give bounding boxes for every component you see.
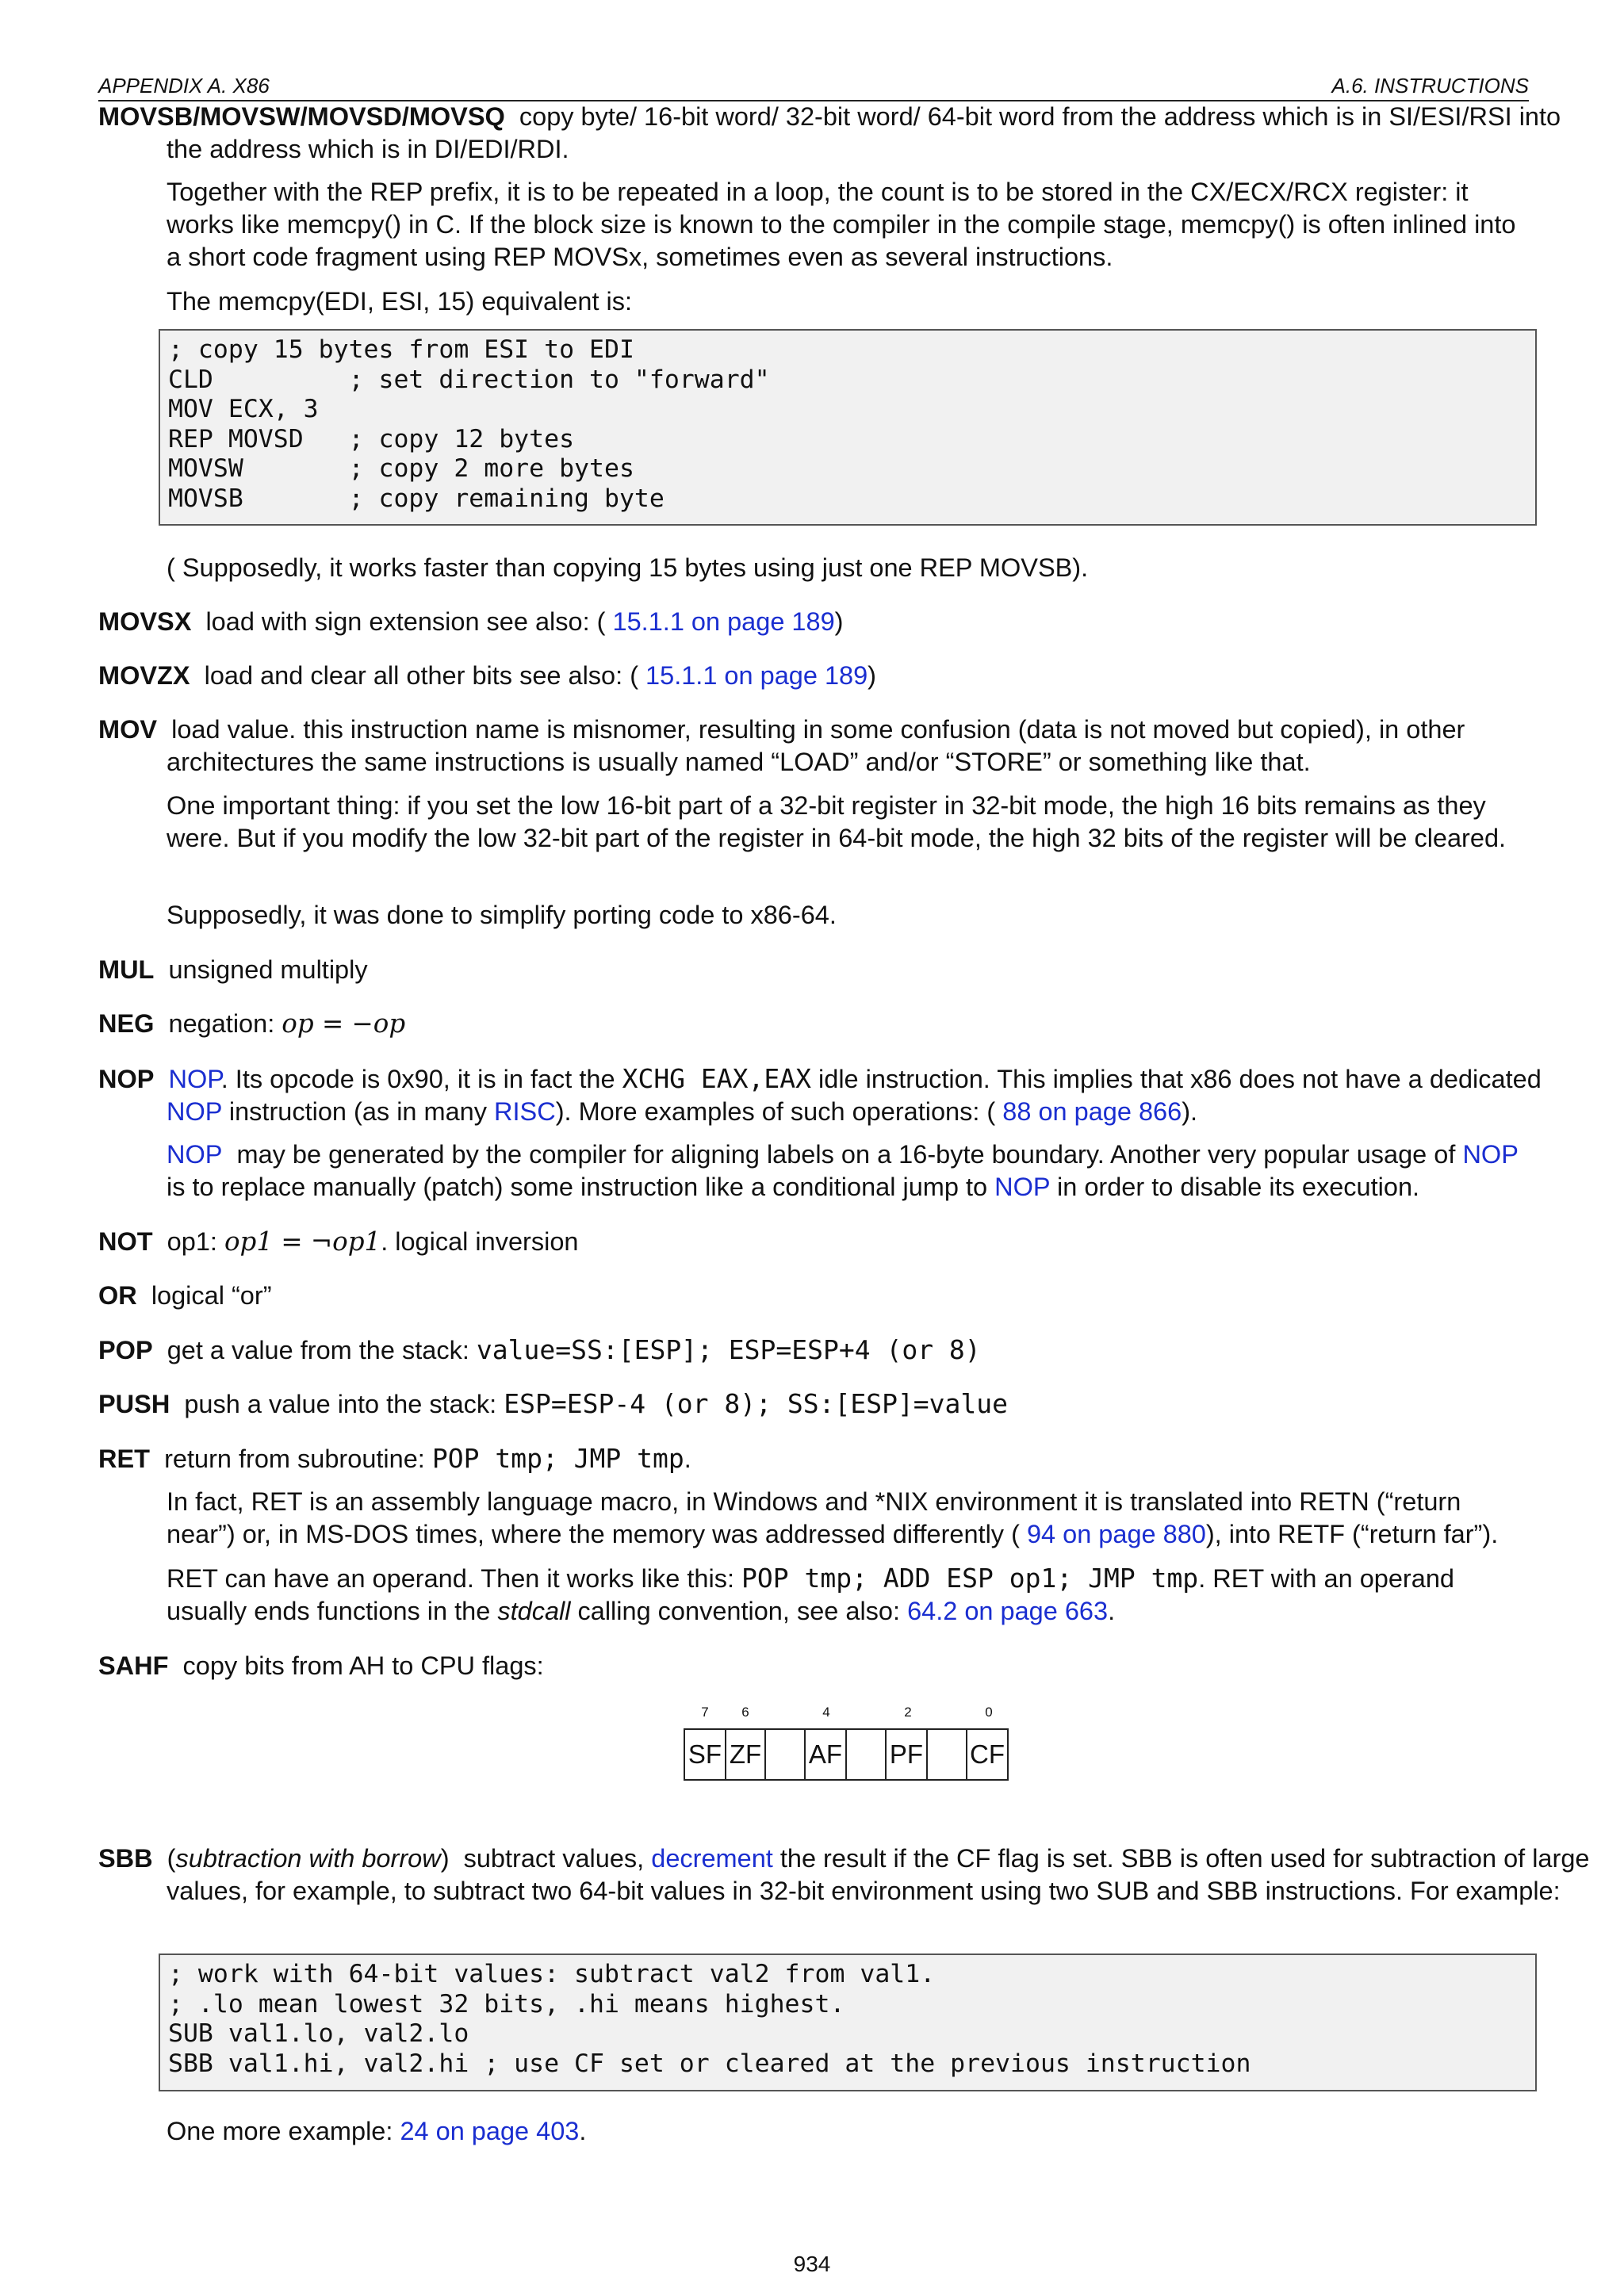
push-code: ESP=ESP-4 (or 8); SS:[ESP]=value [504,1388,1009,1419]
bit-label-6: 6 [741,1705,749,1720]
entry-ret: RET return from subroutine: POP tmp; JMP tmp. [98,1443,691,1474]
movsb-paragraph-note: ( Supposedly, it works faster than copying 15 bytes using just one REP MOVSB). [167,553,1089,582]
neg-description: negation: [168,1009,275,1038]
not-formula: op1 = ¬op1 [224,1226,381,1257]
movsb-code-block: ; copy 15 bytes from ESI to EDI CLD ; set direction to "forward" MOV ECX, 3 REP MOVSD ; copy 12 bytes MOVSW ; copy 2 more bytes MOVSB ; copy remaining byte [159,329,1537,526]
bit-label-4: 4 [822,1705,830,1720]
nop-xchg-code: XCHG EAX,EAX [622,1063,811,1094]
nop-glossary-link-2[interactable]: NOP [167,1097,222,1126]
sbb-text-1: subtract values, [463,1844,645,1873]
term-movsb: MOVSB/MOVSW/MOVSD/MOVSQ [98,102,505,131]
term-sahf: SAHF [98,1651,169,1680]
ret-code: POP tmp; JMP tmp [431,1443,684,1474]
push-description: push a value into the stack: [184,1390,497,1418]
running-header [98,68,1529,101]
nop-paragraph-usage [167,1138,1529,1203]
nop-text-3: instruction (as in many [228,1097,488,1126]
nop-page-link[interactable]: 88 on page 866 [1002,1097,1182,1126]
nop-glossary-link-3[interactable]: NOP [167,1140,223,1169]
sahf-description: copy bits from AH to CPU flags: [182,1651,544,1680]
not-description: op1: [167,1227,217,1256]
nop-text-5: ). [1182,1097,1198,1126]
nop-usage-text-2: is to replace manually (patch) some instruction like a conditional jump to [167,1173,988,1201]
flag-reserved-5 [764,1728,806,1781]
sbb-page-link[interactable]: 24 on page 403 [400,2117,580,2145]
flag-reserved-1 [926,1728,967,1781]
term-ret: RET [98,1445,150,1473]
ret-operand-text-3: calling convention, see also: [577,1597,901,1625]
ret-paragraph-operand [167,1562,1529,1628]
mov-paragraph-porting: Supposedly, it was done to simplify porting code to x86-64. [167,901,837,929]
mov-paragraph-important: One important thing: if you set the low 16-bit part of a 32-bit register in 32-bit mode, the high 16 bits remains as they were. But if you modify the low 32-bit part of the register in 64-bit mode, the high 32 bits of the register will be cleared. [167,791,1507,852]
ret-macro-text-2: ), into RETF (“return far”). [1205,1520,1499,1548]
entry-movsx [98,606,1529,638]
movsb-paragraph-equivalent: The memcpy(EDI, ESI, 15) equivalent is: [167,287,633,316]
entry-sbb: SBB (subtraction with borrow) subtract values, decrement the result if the CF flag is set. SBB is often used for subtraction of large values, for example, to subtract two 64-bit values in 32-bit environment using two SUB and SBB instructions. For example: [98,1844,1590,1905]
ret-description: return from subroutine: [164,1445,425,1473]
term-sbb: SBB [98,1844,153,1873]
pop-description: get a value from the stack: [167,1336,469,1364]
nop-usage-text-1: may be generated by the compiler for aligning labels on a 16-byte boundary. Another very popular usage of [236,1140,1456,1169]
mul-description: unsigned multiply [168,955,368,984]
movsx-page-link[interactable]: 15.1.1 on page 189 [612,607,835,636]
stdcall-term: stdcall [497,1597,571,1625]
nop-usage-text-3: in order to disable its execution. [1057,1173,1420,1201]
entry-pop [98,1334,1529,1367]
sbb-more-end: . [579,2117,587,2145]
nop-text-4: ). More examples of such operations: ( [555,1097,996,1126]
term-or: OR [98,1281,137,1310]
flag-cf: CF [966,1728,1009,1781]
flag-pf: PF [885,1728,928,1781]
movzx-description: load and clear all other bits see also: ( [204,661,639,690]
neg-formula: op = −op [282,1008,406,1039]
sbb-text-2: the result if the CF flag is set. SBB is often used for subtraction of large values, for example, to subtract two 64-bit values in 32-bit environment using two SUB and SBB instructions. For example: [167,1844,1590,1905]
entry-push [98,1387,1529,1421]
movsb-description: copy byte/ 16-bit word/ 32-bit word/ 64-bit word from the address which is in SI/ESI/RSI into the address which is in DI/EDI/RDI. [167,102,1561,163]
movzx-page-link[interactable]: 15.1.1 on page 189 [645,661,868,690]
movsb-paragraph-rep: Together with the REP prefix, it is to be repeated in a loop, the count is to be stored in the CX/ECX/RCX register: it works like memcpy() in C. If the block size is known to the compiler in the compile stage, memcpy() is often inlined into a short code fragment using REP MOVSx, sometimes even as several instructions. [167,178,1516,271]
ret-operand-code: POP tmp; ADD ESP op1; JMP tmp [741,1563,1199,1594]
flag-af: AF [804,1728,847,1781]
entry-nop [98,1062,1597,1128]
sbb-more-example [167,2115,1529,2148]
ret-page-link-2[interactable]: 64.2 on page 663 [907,1597,1109,1625]
bit-label-0: 0 [985,1705,993,1720]
or-description: logical “or” [151,1281,272,1310]
pop-code: value=SS:[ESP]; ESP=ESP+4 (or 8) [476,1334,981,1365]
nop-text-1: . Its opcode is 0x90, it is in fact the [220,1065,615,1093]
entry-sahf [98,1650,1529,1682]
mov-description: load value. this instruction name is misnomer, resulting in some confusion (data is not moved but copied), in other architectures the same instructions is usually named “LOAD” and/or “STORE” or something like that. [167,715,1465,776]
decrement-glossary-link[interactable]: decrement [651,1844,773,1873]
ret-operand-end: . [1108,1597,1116,1625]
term-not: NOT [98,1227,153,1256]
entry-not [98,1226,1529,1258]
not-tail: . logical inversion [381,1227,579,1256]
term-mul: MUL [98,955,155,984]
nop-glossary-link[interactable]: NOP [168,1065,221,1093]
flag-zf: ZF [725,1728,766,1781]
term-nop: NOP [98,1065,155,1093]
ret-operand-text-2: . RET with an operand usually ends functions in the [167,1564,1454,1625]
bit-label-2: 2 [904,1705,912,1720]
header-chapter: APPENDIX A. X86 [98,74,270,98]
sbb-more-text: One more example: [167,2117,393,2145]
entry-neg [98,1008,1529,1040]
sbb-expansion: subtraction with borrow [175,1844,441,1873]
ret-operand-text: RET can have an operand. Then it works like this: [167,1564,734,1593]
entry-mul [98,954,1529,986]
movzx-close-paren: ) [868,661,876,690]
ret-paragraph-macro [167,1486,1529,1551]
sbb-code-block: ; work with 64-bit values: subtract val2 from val1. ; .lo mean lowest 32 bits, .hi means highest. SUB val1.lo, val2.lo SBB val1.hi, val2.hi ; use CF set or cleared at the previous instruction [159,1954,1537,2091]
flag-reserved-3 [845,1728,887,1781]
movsx-close-paren: ) [834,607,844,636]
flag-sf: SF [684,1728,726,1781]
header-section: A.6. INSTRUCTIONS [1331,74,1529,98]
entry-movzx [98,660,1529,692]
nop-glossary-link-4[interactable]: NOP [1462,1140,1519,1169]
page-number: 934 [793,2252,831,2276]
term-push: PUSH [98,1390,170,1418]
nop-glossary-link-5[interactable]: NOP [994,1173,1050,1201]
term-neg: NEG [98,1009,155,1038]
entry-movsb [98,101,1597,166]
term-pop: POP [98,1336,153,1364]
term-movzx: MOVZX [98,661,190,690]
term-mov: MOV [98,715,158,744]
ret-macro-text: In fact, RET is an assembly language macro, in Windows and *NIX environment it is translated into RETN (“return near”) or, in MS-DOS times, where the memory was addressed differently ( [167,1487,1461,1548]
nop-text-2: idle instruction. This implies that x86 does not have a dedicated [818,1065,1542,1093]
entry-or [98,1280,1529,1312]
movsx-description: load with sign extension see also: ( [205,607,606,636]
bit-label-7: 7 [701,1705,709,1720]
entry-mov [98,714,1597,779]
term-movsx: MOVSX [98,607,192,636]
ret-page-link-1[interactable]: 94 on page 880 [1026,1520,1206,1548]
risc-glossary-link[interactable]: RISC [494,1097,556,1126]
